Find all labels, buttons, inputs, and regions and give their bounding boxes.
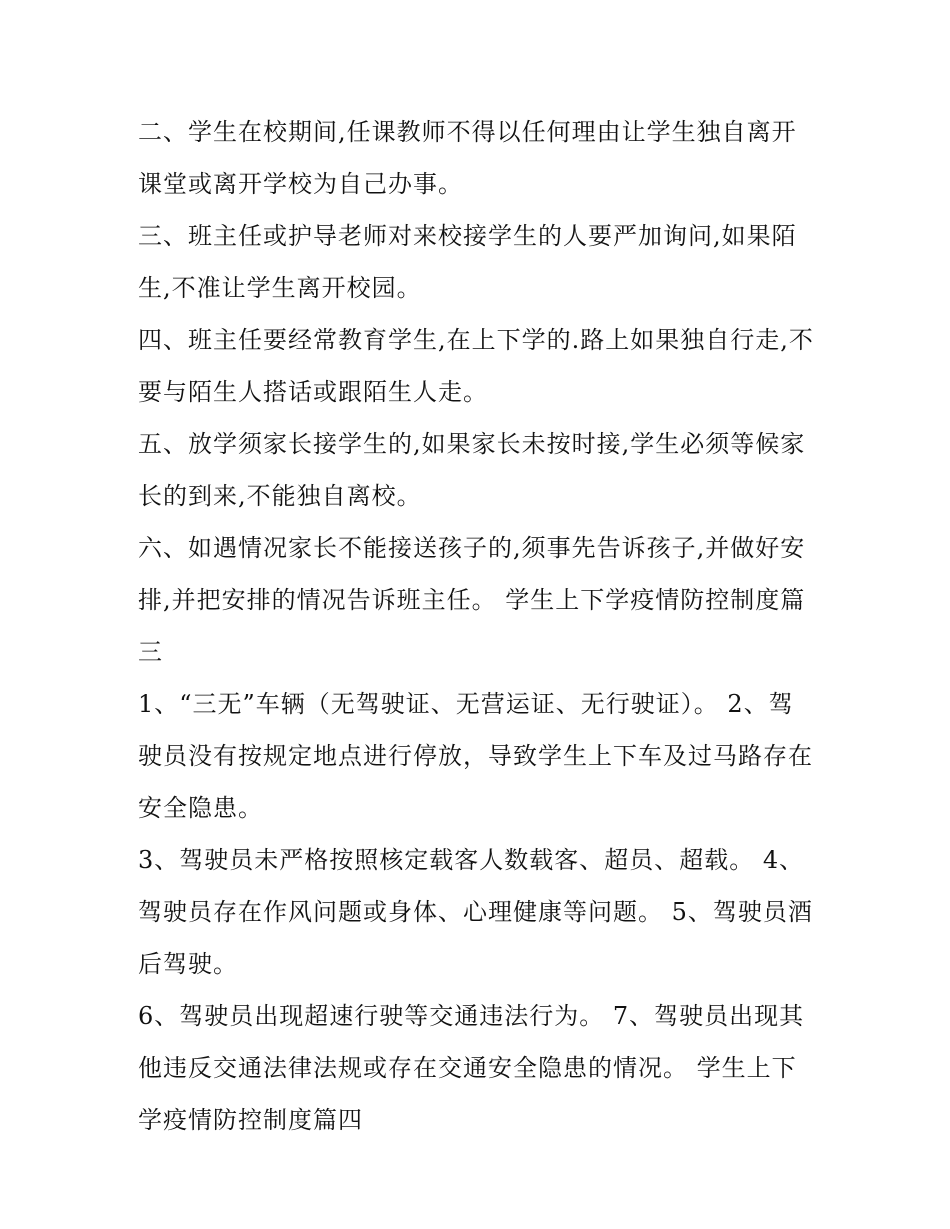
document-body: [138, 106, 818, 1146]
paragraph-rule-5: 五、放学须家长接学生的,如果家长未按时接,学生必须等候家长的到来,不能独自离校。: [138, 430, 806, 510]
paragraph-rule-2: 二、学生在校期间,任课教师不得以任何理由让学生独自离开课堂或离开学校为自己办事。: [138, 118, 797, 198]
paragraph-rule-3: 三、班主任或护导老师对来校接学生的人要严加询问,如果陌生,不准让学生离开校园。: [138, 222, 797, 302]
paragraph-rule-4: 四、班主任要经常教育学生,在上下学的.路上如果独自行走,不要与陌生人搭话或跟陌生人走。: [138, 326, 814, 406]
paragraph-hazard-3-5: 3、驾驶员未严格按照核定载客人数载客、超员、超载。 4、驾驶员存在作风问题或身体、心理健康等问题。 5、驾驶员酒后驾驶。: [138, 846, 813, 978]
paragraph-hazard-6-7: 6、驾驶员出现超速行驶等交通违法行为。 7、驾驶员出现其他违反交通法律法规或存在交通安全隐患的情况。 学生上下学疫情防控制度篇四: [138, 1002, 805, 1134]
paragraph-rule-6: 六、如遇情况家长不能接送孩子的,须事先告诉孩子,并做好安排,并把安排的情况告诉班主任。 学生上下学疫情防控制度篇三: [138, 534, 806, 666]
paragraph-hazard-1-2: 1、“三无”车辆（无驾驶证、无营运证、无行驶证）。 2、驾驶员没有按规定地点进行停放，导致学生上下车及过马路存在安全隐患。: [138, 690, 813, 822]
